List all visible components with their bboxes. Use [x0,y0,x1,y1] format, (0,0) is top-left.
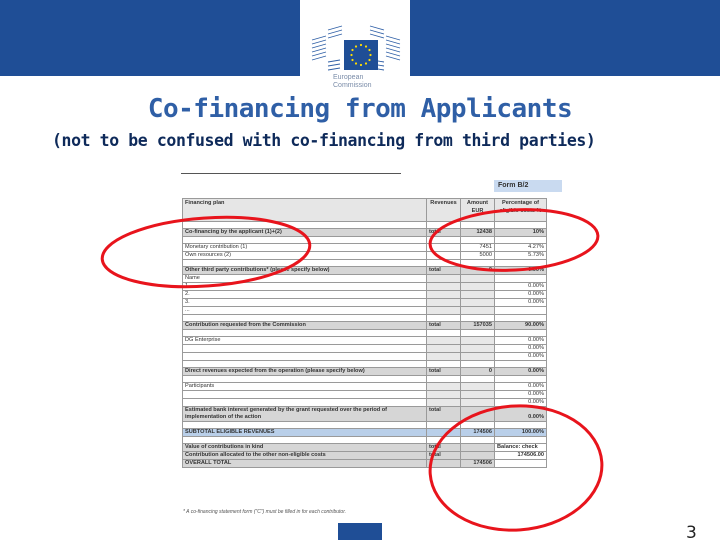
logo-line1: European [333,74,364,81]
table-row: ... [183,307,547,315]
form-tag: Form B/2 [494,180,562,192]
table-row: Own resources (2) 5000 5.73% [183,252,547,260]
logo-text [333,74,372,90]
table-row: Contribution allocated to the other non-eligible costs total 174506.00 [183,452,547,460]
table-row: 0.00% [183,345,547,353]
financing-plan-table [182,198,547,468]
slide-subtitle: (not to be confused with co-financing from third parties) [52,131,596,150]
table-row: 3. 0.00% [183,299,547,307]
footnote: * A co-financing statement form ("C") must be filled in for each contributor. [183,509,347,515]
col-revenues: Revenues [427,199,461,222]
eu-flag-icon [338,523,382,540]
table-row: SUBTOTAL ELIGIBLE REVENUES 174506 100.00% [183,429,547,437]
table-header-row [183,199,547,222]
divider-line [181,173,401,174]
table-row: Contribution requested from the Commission total 157035 90.00% [183,322,547,330]
table-row: 0.00% [183,391,547,399]
col-amount: Amount EUR [461,199,495,222]
col-plan: Financing plan [183,199,427,222]
table-row: Value of contributions in kind total Balance: check [183,444,547,452]
logo-line2: Commission [333,82,372,89]
table-row: Direct revenues expected from the operation (please specify below) total 0 0.00% [183,368,547,376]
table-row: Estimated bank interest generated by the grant requested over the period of implementation of the action total 0.00% [183,407,547,422]
table-row: DG Enterprise 0.00% [183,337,547,345]
table-row: Other third party contributions* (please specify below) total 0 0.00% [183,267,547,275]
table-row: 1. 0.00% [183,283,547,291]
table-row: Monetary contribution (1) 7451 4.27% [183,244,547,252]
table-row: Name [183,275,547,283]
table-row: OVERALL TOTAL 174506 [183,460,547,468]
col-pct: Percentage of eligible costs % [495,199,547,222]
table-row: Co-financing by the applicant (1)+(2) total 12438 10% [183,229,547,237]
table-row: 2. 0.00% [183,291,547,299]
table-row: 0.00% [183,353,547,361]
table-row: 0.00% [183,399,547,407]
table-row: Participants 0.00% [183,383,547,391]
page-number: 3 [686,523,697,543]
slide-title: Co-financing from Applicants [147,94,573,124]
